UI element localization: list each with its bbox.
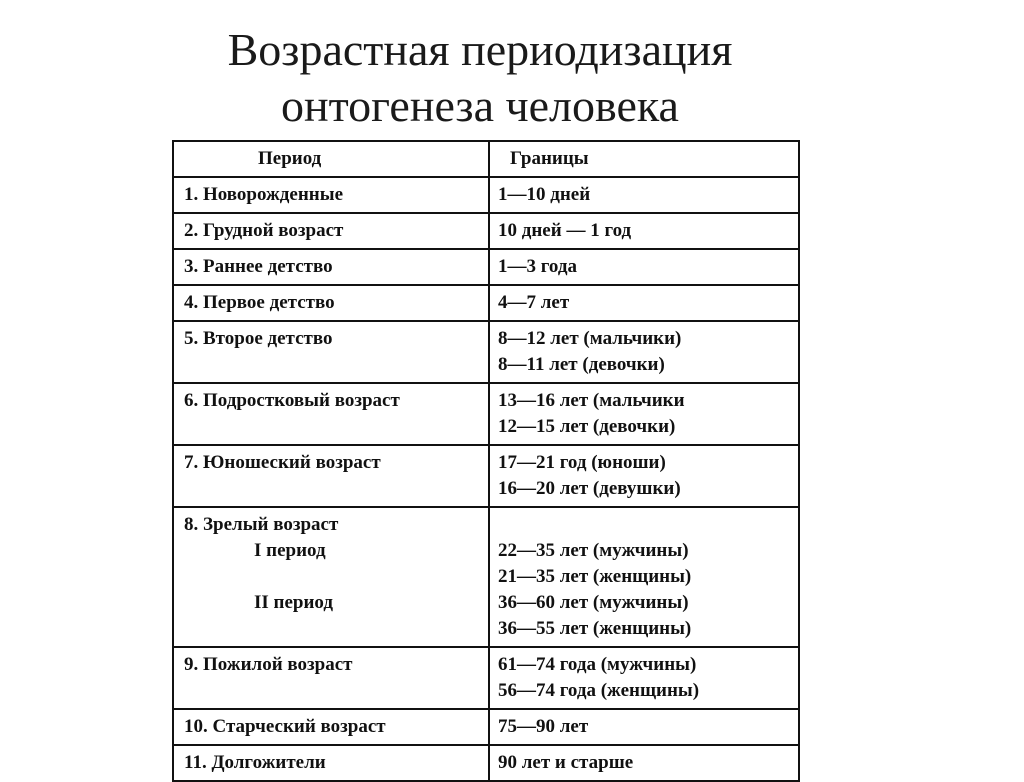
period-cell: 10. Старческий возраст (174, 710, 490, 744)
bounds-cell (490, 286, 798, 320)
period-cell: 9. Пожилой возраст (174, 648, 490, 708)
period-cell: 3. Раннее детство (174, 250, 490, 284)
period-cell: 6. Подростковый возраст (174, 384, 490, 444)
spacer (498, 512, 792, 538)
table-row (174, 708, 798, 744)
bounds-cell (490, 710, 798, 744)
title-line-1: Возрастная периодизация (227, 24, 733, 75)
bounds-cell (490, 648, 798, 708)
table-row (174, 284, 798, 320)
header-bounds: Границы (510, 148, 589, 169)
bounds-line: 21—35 лет (женщины) (498, 566, 692, 587)
period-cell: 2. Грудной возраст (174, 214, 490, 248)
bounds-line: 16—20 лет (девушки) (498, 478, 681, 499)
bounds-line: 1—3 года (498, 256, 577, 277)
period-main: 8. Зрелый возраст (184, 514, 339, 535)
bounds-cell (490, 322, 798, 382)
period-sub-2: II период (254, 592, 333, 613)
table-row (174, 176, 798, 212)
period-cell: 11. Долгожители (174, 746, 490, 780)
spacer (184, 564, 482, 590)
bounds-line: 1—10 дней (498, 184, 591, 205)
period-cell: 5. Второе детство (174, 322, 490, 382)
bounds-line: 4—7 лет (498, 292, 570, 313)
period-cell: 4. Первое детство (174, 286, 490, 320)
bounds-line: 61—74 года (мужчины) (498, 654, 697, 675)
bounds-line: 22—35 лет (мужчины) (498, 540, 689, 561)
table-row (174, 212, 798, 248)
period-sub-1: I период (254, 540, 326, 561)
table-row (174, 320, 798, 382)
bounds-cell (490, 178, 798, 212)
table-header-row (174, 142, 798, 176)
bounds-cell (490, 746, 798, 780)
age-periodization-table (172, 140, 800, 782)
bounds-cell (490, 508, 798, 646)
period-cell: 7. Юношеский возраст (174, 446, 490, 506)
bounds-line: 12—15 лет (девочки) (498, 416, 676, 437)
period-cell: 1. Новорожденные (174, 178, 490, 212)
bounds-line: 36—60 лет (мужчины) (498, 592, 689, 613)
table-row (174, 382, 798, 444)
bounds-line: 8—11 лет (девочки) (498, 354, 665, 375)
bounds-line: 56—74 года (женщины) (498, 680, 700, 701)
table-row (174, 444, 798, 506)
table-row (174, 248, 798, 284)
bounds-cell (490, 214, 798, 248)
table-row (174, 646, 798, 708)
title-line-2: онтогенеза человека (281, 80, 679, 131)
header-period: Период (174, 142, 490, 176)
bounds-line: 36—55 лет (женщины) (498, 618, 692, 639)
period-cell (174, 508, 490, 646)
bounds-cell (490, 250, 798, 284)
page-title (0, 22, 960, 134)
bounds-line: 75—90 лет (498, 716, 589, 737)
bounds-cell (490, 446, 798, 506)
bounds-line: 10 дней — 1 год (498, 220, 632, 241)
table-row (174, 744, 798, 780)
bounds-line: 17—21 год (юноши) (498, 452, 666, 473)
table-row (174, 506, 798, 646)
bounds-cell (490, 384, 798, 444)
bounds-line: 8—12 лет (мальчики) (498, 328, 682, 349)
bounds-line: 90 лет и старше (498, 752, 634, 773)
bounds-line: 13—16 лет (мальчики (498, 390, 685, 411)
